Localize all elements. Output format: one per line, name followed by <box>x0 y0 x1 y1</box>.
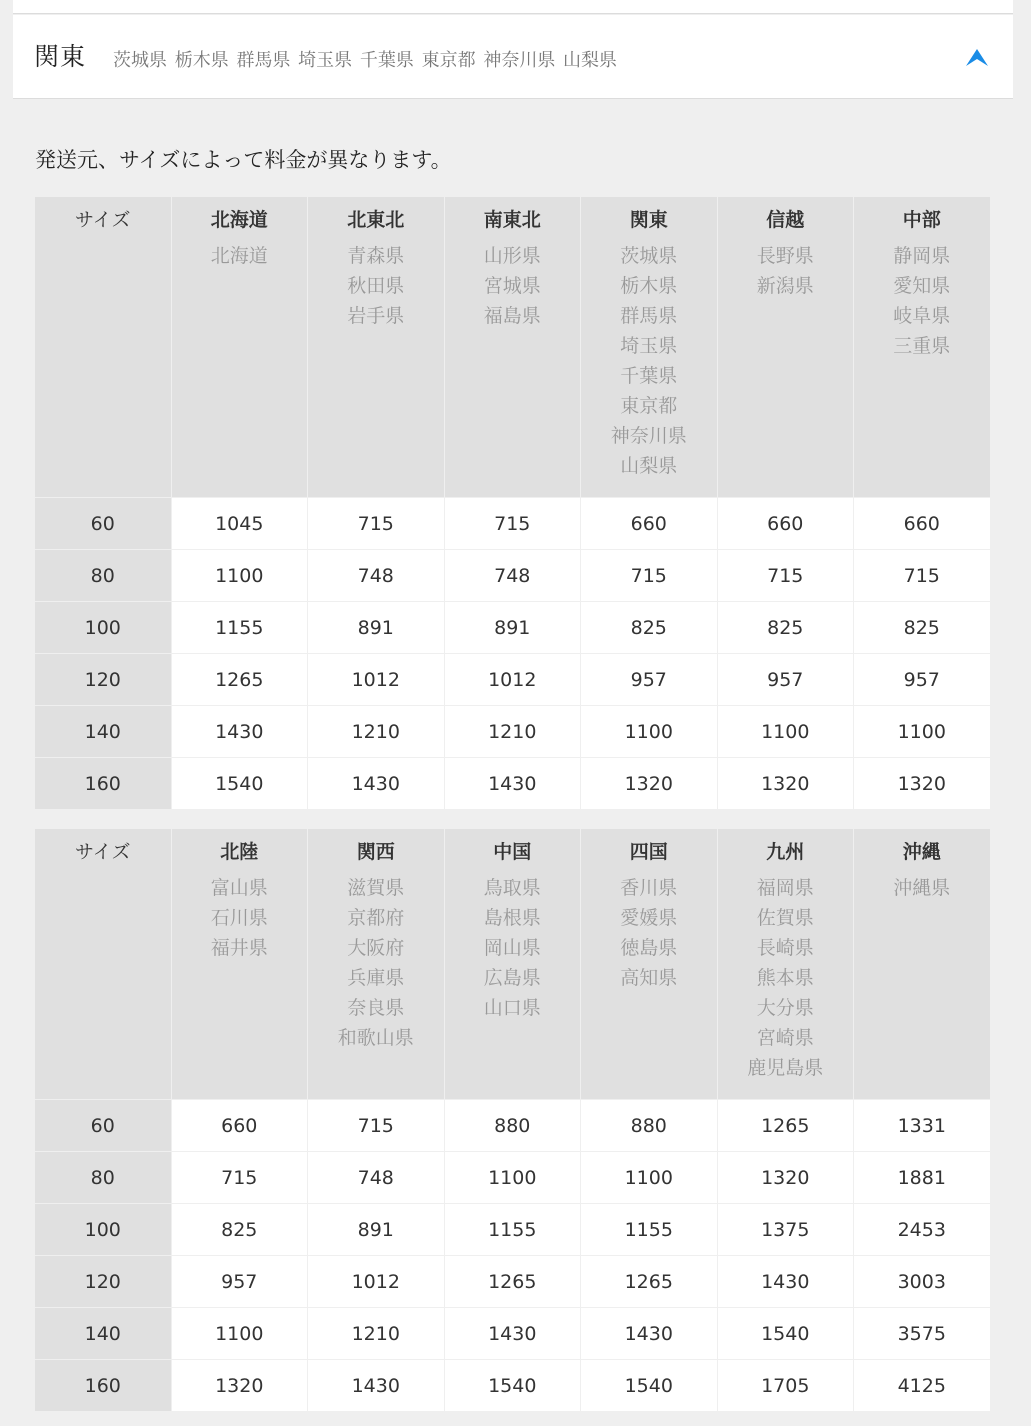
prefecture-name: 島根県 <box>483 907 541 929</box>
prefecture-name: 茨城県 <box>620 245 678 267</box>
prefecture-name: 京都府 <box>347 907 405 929</box>
size-cell: 60 <box>35 1100 171 1151</box>
chevron-up-icon[interactable] <box>963 45 991 69</box>
prefecture-name: 奈良県 <box>347 997 405 1019</box>
price-cell: 1331 <box>854 1100 990 1151</box>
prefecture-name: 愛知県 <box>893 275 951 297</box>
size-header-label: サイズ <box>75 209 131 231</box>
region-prefecture-list <box>581 241 717 481</box>
size-cell: 160 <box>35 758 171 809</box>
prefecture-name: 鳥取県 <box>483 877 541 899</box>
prefecture-name: 秋田県 <box>347 275 405 297</box>
prefecture-name: 香川県 <box>620 877 678 899</box>
region-prefecture-list <box>308 873 444 1053</box>
price-cell: 825 <box>581 602 717 653</box>
prefecture-name: 石川県 <box>210 907 268 929</box>
region-prefecture-list <box>172 873 308 963</box>
price-cell: 1540 <box>718 1308 854 1359</box>
prefecture-name: 愛媛県 <box>620 907 678 929</box>
size-cell: 60 <box>35 498 171 549</box>
price-cell: 715 <box>172 1152 308 1203</box>
rate-table-1 <box>34 196 991 810</box>
prefecture-name: 三重県 <box>893 335 951 357</box>
prefecture-name: 長崎県 <box>756 937 814 959</box>
size-header-label: サイズ <box>75 841 131 863</box>
price-cell: 825 <box>718 602 854 653</box>
region-name: 関西 <box>356 841 395 863</box>
price-cell: 1430 <box>581 1308 717 1359</box>
price-cell: 880 <box>581 1100 717 1151</box>
prefecture-name: 沖縄県 <box>893 877 951 899</box>
prefecture-name: 鹿児島県 <box>747 1057 824 1079</box>
price-cell: 3003 <box>854 1256 990 1307</box>
price-cell: 715 <box>308 1100 444 1151</box>
price-cell: 1210 <box>308 706 444 757</box>
region-name: 北陸 <box>220 841 259 863</box>
price-cell: 1540 <box>445 1360 581 1411</box>
price-cell: 715 <box>445 498 581 549</box>
region-prefecture-list <box>854 241 990 361</box>
region-prefecture-list <box>445 873 581 1023</box>
prefecture-name: 山口県 <box>483 997 541 1019</box>
prefecture-name: 高知県 <box>620 967 678 989</box>
price-cell: 748 <box>308 550 444 601</box>
price-cell: 891 <box>308 602 444 653</box>
table-row <box>35 550 990 601</box>
prefecture-name: 佐賀県 <box>756 907 814 929</box>
size-cell: 140 <box>35 706 171 757</box>
prefecture-name: 長野県 <box>756 245 814 267</box>
price-cell: 1100 <box>581 706 717 757</box>
table-row <box>35 1308 990 1359</box>
prefecture-name: 岡山県 <box>483 937 541 959</box>
region-column-header <box>445 829 581 1099</box>
prefecture-name: 広島県 <box>483 967 541 989</box>
price-cell: 715 <box>854 550 990 601</box>
region-column-header <box>172 829 308 1099</box>
prefecture-name: 山梨県 <box>620 455 678 477</box>
region-column-header <box>308 829 444 1099</box>
price-cell: 1430 <box>445 1308 581 1359</box>
region-prefecture-list <box>172 241 308 271</box>
price-cell: 957 <box>172 1256 308 1307</box>
prefecture-name: 千葉県 <box>620 365 678 387</box>
price-cell: 748 <box>445 550 581 601</box>
prefecture-name: 大分県 <box>756 997 814 1019</box>
price-cell: 957 <box>854 654 990 705</box>
table-row <box>35 1100 990 1151</box>
prefecture-name: 福島県 <box>483 305 541 327</box>
price-cell: 1430 <box>308 1360 444 1411</box>
rate-note: 発送元、サイズによって料金が異なります。 <box>35 148 452 172</box>
prefecture-name: 静岡県 <box>893 245 951 267</box>
size-column-header <box>35 829 171 1099</box>
prefecture-name: 徳島県 <box>620 937 678 959</box>
price-cell: 1320 <box>854 758 990 809</box>
price-cell: 1320 <box>581 758 717 809</box>
price-cell: 660 <box>581 498 717 549</box>
price-cell: 880 <box>445 1100 581 1151</box>
price-cell: 1320 <box>718 1152 854 1203</box>
table-row <box>35 498 990 549</box>
table-row <box>35 706 990 757</box>
price-cell: 1430 <box>172 706 308 757</box>
price-cell: 1375 <box>718 1204 854 1255</box>
table-row <box>35 1256 990 1307</box>
prefecture-name: 福岡県 <box>756 877 814 899</box>
region-prefecture-list <box>308 241 444 331</box>
accordion-header-kanto[interactable] <box>13 15 1013 99</box>
region-column-header <box>172 197 308 497</box>
table-row <box>35 1204 990 1255</box>
accordion-panel <box>13 100 1013 1426</box>
prefecture-name: 熊本県 <box>756 967 814 989</box>
region-prefecture-list <box>445 241 581 331</box>
price-cell: 1155 <box>445 1204 581 1255</box>
price-cell: 1705 <box>718 1360 854 1411</box>
prefecture-name: 宮崎県 <box>756 1027 814 1049</box>
region-name: 中国 <box>493 841 532 863</box>
price-cell: 1100 <box>172 550 308 601</box>
table-row <box>35 1360 990 1411</box>
rate-table-2 <box>34 828 991 1412</box>
region-prefecture-list <box>718 873 854 1083</box>
price-cell: 1540 <box>581 1360 717 1411</box>
price-cell: 748 <box>308 1152 444 1203</box>
price-cell: 1100 <box>854 706 990 757</box>
price-cell: 1045 <box>172 498 308 549</box>
price-cell: 1320 <box>718 758 854 809</box>
region-prefecture-list <box>718 241 854 301</box>
size-cell: 160 <box>35 1360 171 1411</box>
price-cell: 1265 <box>172 654 308 705</box>
region-name: 南東北 <box>483 209 541 231</box>
price-cell: 715 <box>581 550 717 601</box>
prefecture-name: 宮城県 <box>483 275 541 297</box>
size-cell: 120 <box>35 654 171 705</box>
region-column-header <box>308 197 444 497</box>
price-cell: 1100 <box>445 1152 581 1203</box>
size-cell: 80 <box>35 550 171 601</box>
price-cell: 1265 <box>718 1100 854 1151</box>
price-cell: 715 <box>308 498 444 549</box>
price-cell: 715 <box>718 550 854 601</box>
prefecture-name: 富山県 <box>210 877 268 899</box>
prefecture-name: 群馬県 <box>620 305 678 327</box>
price-cell: 1210 <box>308 1308 444 1359</box>
table-row <box>35 758 990 809</box>
price-cell: 1881 <box>854 1152 990 1203</box>
price-cell: 3575 <box>854 1308 990 1359</box>
price-cell: 1012 <box>308 1256 444 1307</box>
region-column-header <box>718 197 854 497</box>
price-cell: 1012 <box>445 654 581 705</box>
price-cell: 1430 <box>718 1256 854 1307</box>
price-cell: 660 <box>172 1100 308 1151</box>
prefecture-name: 栃木県 <box>620 275 678 297</box>
region-column-header <box>854 197 990 497</box>
price-cell: 1210 <box>445 706 581 757</box>
region-column-header <box>854 829 990 1099</box>
price-cell: 891 <box>308 1204 444 1255</box>
prefecture-name: 東京都 <box>620 395 678 417</box>
prefecture-name: 新潟県 <box>756 275 814 297</box>
accordion-prefecture-list: 茨城県 栃木県 群馬県 埼玉県 千葉県 東京都 神奈川県 山梨県 <box>113 50 618 71</box>
prefecture-name: 神奈川県 <box>610 425 687 447</box>
price-cell: 660 <box>718 498 854 549</box>
region-column-header <box>581 829 717 1099</box>
price-cell: 1320 <box>172 1360 308 1411</box>
price-cell: 957 <box>718 654 854 705</box>
price-cell: 1265 <box>581 1256 717 1307</box>
prefecture-name: 山形県 <box>483 245 541 267</box>
price-cell: 1540 <box>172 758 308 809</box>
price-cell: 4125 <box>854 1360 990 1411</box>
region-name: 九州 <box>766 841 805 863</box>
price-cell: 2453 <box>854 1204 990 1255</box>
prefecture-name: 福井県 <box>210 937 268 959</box>
region-prefecture-list <box>854 873 990 903</box>
size-column-header <box>35 197 171 497</box>
size-cell: 80 <box>35 1152 171 1203</box>
prefecture-name: 大阪府 <box>347 937 405 959</box>
price-cell: 825 <box>854 602 990 653</box>
price-cell: 1100 <box>581 1152 717 1203</box>
price-cell: 825 <box>172 1204 308 1255</box>
prefecture-name: 和歌山県 <box>337 1027 414 1049</box>
region-column-header <box>445 197 581 497</box>
price-cell: 1155 <box>172 602 308 653</box>
region-name: 沖縄 <box>902 841 941 863</box>
size-cell: 120 <box>35 1256 171 1307</box>
table-row <box>35 602 990 653</box>
prefecture-name: 岩手県 <box>347 305 405 327</box>
region-name: 北東北 <box>347 209 405 231</box>
prefecture-name: 青森県 <box>347 245 405 267</box>
region-column-header <box>581 197 717 497</box>
prefecture-name: 岐阜県 <box>893 305 951 327</box>
prefecture-name: 埼玉県 <box>620 335 678 357</box>
price-cell: 1265 <box>445 1256 581 1307</box>
price-cell: 660 <box>854 498 990 549</box>
size-cell: 140 <box>35 1308 171 1359</box>
prefecture-name: 北海道 <box>210 245 268 267</box>
prefecture-name: 滋賀県 <box>347 877 405 899</box>
region-name: 四国 <box>629 841 668 863</box>
size-cell: 100 <box>35 1204 171 1255</box>
price-cell: 1430 <box>445 758 581 809</box>
prefecture-name: 兵庫県 <box>347 967 405 989</box>
price-cell: 891 <box>445 602 581 653</box>
table-row <box>35 654 990 705</box>
table-row <box>35 1152 990 1203</box>
price-cell: 1430 <box>308 758 444 809</box>
price-cell: 1100 <box>172 1308 308 1359</box>
price-cell: 1155 <box>581 1204 717 1255</box>
region-name: 北海道 <box>210 209 268 231</box>
price-cell: 1100 <box>718 706 854 757</box>
accordion-title: 関東 <box>34 42 87 71</box>
previous-accordion-bottom <box>13 0 1013 14</box>
region-name: 中部 <box>902 209 941 231</box>
price-cell: 1012 <box>308 654 444 705</box>
region-prefecture-list <box>581 873 717 993</box>
size-cell: 100 <box>35 602 171 653</box>
region-column-header <box>718 829 854 1099</box>
region-name: 信越 <box>766 209 805 231</box>
region-name: 関東 <box>629 209 668 231</box>
price-cell: 957 <box>581 654 717 705</box>
